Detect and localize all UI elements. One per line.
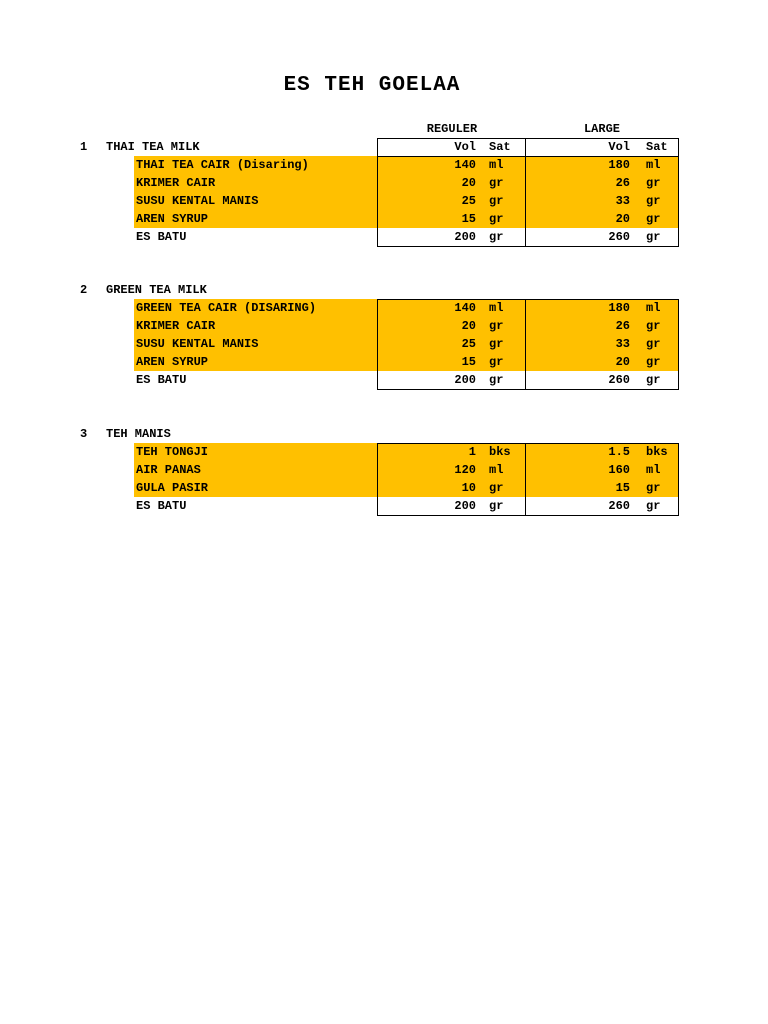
table-row xyxy=(0,461,768,479)
reguler-sat: gr xyxy=(489,355,504,369)
section-header xyxy=(0,425,768,443)
ingredient-name: THAI TEA CAIR (Disaring) xyxy=(136,158,309,172)
large-vol: 26 xyxy=(615,176,630,190)
section-number: 2 xyxy=(80,283,88,297)
table-row xyxy=(0,156,768,174)
large-sat: gr xyxy=(646,337,661,351)
section-name: TEH MANIS xyxy=(106,427,171,441)
reguler-sat: gr xyxy=(489,176,504,190)
table-row xyxy=(0,317,768,335)
section-header xyxy=(0,281,768,299)
sat-header: Sat xyxy=(646,140,668,154)
reguler-vol: 20 xyxy=(461,319,476,333)
table-row xyxy=(0,371,768,389)
reguler-sat: ml xyxy=(489,301,504,315)
large-sat: gr xyxy=(646,194,661,208)
large-vol: 1.5 xyxy=(608,445,630,459)
large-sat: ml xyxy=(646,301,661,315)
reguler-vol: 200 xyxy=(454,499,476,513)
ingredient-name: KRIMER CAIR xyxy=(136,319,216,333)
vol-header: Vol xyxy=(608,140,630,154)
table-row xyxy=(0,192,768,210)
large-vol: 260 xyxy=(608,373,630,387)
table-row xyxy=(0,210,768,228)
table-row xyxy=(0,174,768,192)
ingredient-name: GULA PASIR xyxy=(136,481,209,495)
large-vol: 20 xyxy=(615,355,630,369)
reguler-sat: gr xyxy=(489,481,504,495)
table-row xyxy=(0,479,768,497)
table-row xyxy=(0,497,768,515)
large-vol: 20 xyxy=(615,212,630,226)
large-sat: gr xyxy=(646,319,661,333)
page-title: ES TEH GOELAA xyxy=(283,74,461,97)
large-vol: 26 xyxy=(615,319,630,333)
col-header-large: LARGE xyxy=(583,122,620,136)
ingredient-name: SUSU KENTAL MANIS xyxy=(136,194,259,208)
ingredient-name: ES BATU xyxy=(136,230,187,244)
ingredient-name: KRIMER CAIR xyxy=(136,176,216,190)
table-row xyxy=(0,299,768,317)
reguler-vol: 200 xyxy=(454,230,476,244)
reguler-sat: ml xyxy=(489,158,504,172)
reguler-vol: 25 xyxy=(461,337,476,351)
table-row xyxy=(0,228,768,246)
col-header-reguler: REGULER xyxy=(426,122,478,136)
ingredient-name: AREN SYRUP xyxy=(136,355,209,369)
reguler-vol: 15 xyxy=(461,212,476,226)
large-vol: 33 xyxy=(615,194,630,208)
reguler-sat: gr xyxy=(489,337,504,351)
reguler-vol: 20 xyxy=(461,176,476,190)
large-vol: 180 xyxy=(608,158,630,172)
table-row xyxy=(0,353,768,371)
section-number: 3 xyxy=(80,427,88,441)
large-sat: ml xyxy=(646,463,661,477)
section-name: GREEN TEA MILK xyxy=(106,283,207,297)
ingredient-name: AREN SYRUP xyxy=(136,212,209,226)
reguler-sat: gr xyxy=(489,194,504,208)
large-sat: gr xyxy=(646,481,661,495)
large-vol: 180 xyxy=(608,301,630,315)
ingredient-name: GREEN TEA CAIR (DISARING) xyxy=(136,301,317,315)
section-header xyxy=(0,138,768,156)
section-number: 1 xyxy=(80,140,88,154)
reguler-sat: gr xyxy=(489,499,504,513)
large-sat: gr xyxy=(646,212,661,226)
reguler-sat: gr xyxy=(489,373,504,387)
reguler-vol: 200 xyxy=(454,373,476,387)
large-sat: bks xyxy=(646,445,668,459)
reguler-sat: bks xyxy=(489,445,511,459)
large-vol: 33 xyxy=(615,337,630,351)
ingredient-name: ES BATU xyxy=(136,499,187,513)
large-vol: 260 xyxy=(608,499,630,513)
ingredient-name: SUSU KENTAL MANIS xyxy=(136,337,259,351)
reguler-sat: gr xyxy=(489,212,504,226)
section-name: THAI TEA MILK xyxy=(106,140,200,154)
reguler-sat: gr xyxy=(489,319,504,333)
ingredient-name: TEH TONGJI xyxy=(136,445,209,459)
large-vol: 260 xyxy=(608,230,630,244)
ingredient-name: AIR PANAS xyxy=(136,463,201,477)
large-sat: gr xyxy=(646,230,661,244)
large-sat: gr xyxy=(646,373,661,387)
table-row xyxy=(0,443,768,461)
reguler-vol: 10 xyxy=(461,481,476,495)
reguler-vol: 15 xyxy=(461,355,476,369)
reguler-sat: ml xyxy=(489,463,504,477)
large-sat: gr xyxy=(646,176,661,190)
large-vol: 160 xyxy=(608,463,630,477)
large-sat: ml xyxy=(646,158,661,172)
reguler-vol: 1 xyxy=(468,445,476,459)
large-vol: 15 xyxy=(615,481,630,495)
ingredient-name: ES BATU xyxy=(136,373,187,387)
table-row xyxy=(0,335,768,353)
large-sat: gr xyxy=(646,355,661,369)
sat-header: Sat xyxy=(489,140,511,154)
reguler-vol: 25 xyxy=(461,194,476,208)
reguler-vol: 140 xyxy=(454,158,476,172)
reguler-sat: gr xyxy=(489,230,504,244)
reguler-vol: 120 xyxy=(454,463,476,477)
large-sat: gr xyxy=(646,499,661,513)
reguler-vol: 140 xyxy=(454,301,476,315)
vol-header: Vol xyxy=(454,140,476,154)
